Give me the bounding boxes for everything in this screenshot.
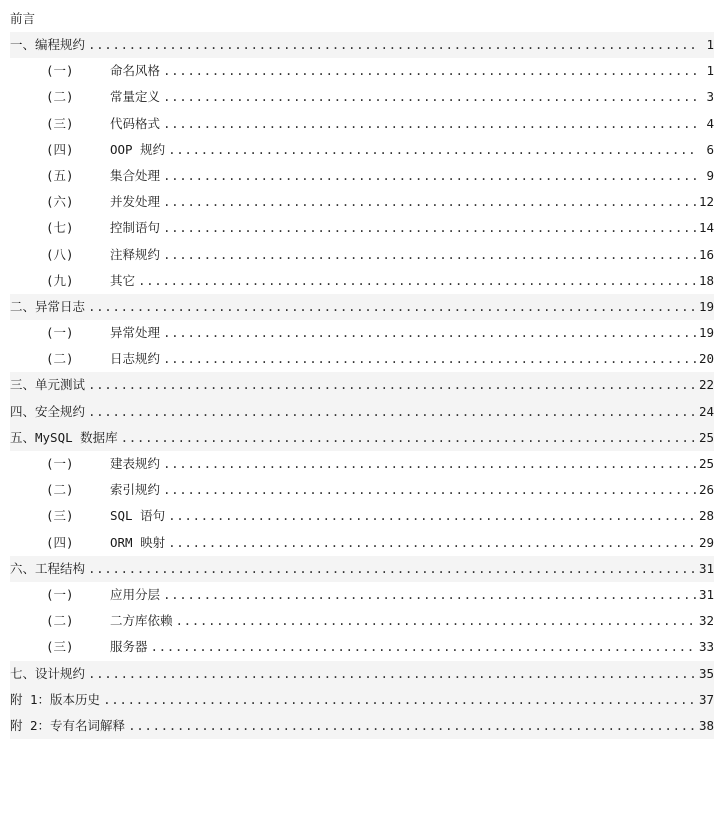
- toc-entry-title: 三、单元测试: [10, 377, 86, 393]
- toc-dot-leader: [168, 503, 696, 529]
- toc-entry-page-number: 12: [698, 194, 714, 210]
- toc-entry-page-number: 19: [698, 325, 714, 341]
- toc-entry-chapter[interactable]: [10, 294, 714, 320]
- toc-entry-page-number: 31: [698, 560, 714, 576]
- toc-entry-title: 五、MySQL 数据库: [10, 429, 118, 445]
- toc-entry-number: (一): [46, 586, 74, 602]
- toc-entry-page-number: 25: [698, 456, 714, 471]
- toc-entry-page-number: 28: [698, 508, 714, 524]
- toc-dot-leader: [163, 189, 696, 215]
- toc-entry-number: (四): [46, 534, 74, 550]
- toc-entry-section[interactable]: [10, 320, 714, 346]
- toc-entry-number: (二): [46, 351, 74, 367]
- toc-entry-title: 其它: [110, 272, 136, 288]
- toc-entry-number: (二): [46, 482, 74, 498]
- toc-dot-leader: [163, 582, 696, 608]
- toc-dot-leader: [88, 399, 696, 425]
- toc-entry-section[interactable]: [10, 503, 714, 529]
- toc-entry-page-number: 19: [698, 298, 714, 314]
- toc-entry-title: 索引规约: [110, 482, 161, 498]
- toc-entry-page-number: 35: [698, 665, 714, 681]
- toc-dot-leader: [163, 477, 696, 503]
- toc-entry-title: 建表规约: [110, 456, 161, 471]
- toc-entry-page-number: 22: [698, 377, 714, 393]
- toc-entry-page-number: 3: [706, 89, 714, 105]
- toc-entry-title: SQL 语句: [110, 508, 166, 524]
- toc-dot-leader: [163, 215, 696, 241]
- toc-dot-leader: [163, 111, 697, 137]
- toc-entry-section[interactable]: [10, 530, 714, 556]
- toc-entry-section[interactable]: [10, 215, 714, 241]
- toc-entry-page-number: 1: [706, 63, 714, 79]
- toc-entry-number: (八): [46, 246, 74, 262]
- toc-entry-title: 二、异常日志: [10, 298, 86, 314]
- toc-entry-number: (一): [46, 63, 74, 79]
- toc-dot-leader: [176, 608, 696, 634]
- toc-dot-leader: [151, 634, 696, 660]
- toc-entry-page-number: 37: [698, 691, 714, 707]
- toc-entry-title: 并发处理: [110, 194, 161, 210]
- toc-entry-title: ORM 映射: [110, 534, 166, 550]
- toc-entry-title: 日志规约: [110, 351, 161, 367]
- toc-entry-section[interactable]: [10, 58, 714, 84]
- toc-entry-page-number: 6: [706, 141, 714, 157]
- toc-entry-title: 附 2：专有名词解释: [10, 717, 126, 733]
- toc-entry-chapter[interactable]: [10, 687, 714, 713]
- toc-entry-chapter[interactable]: [10, 661, 714, 687]
- toc-dot-leader: [163, 451, 696, 477]
- toc-dot-leader: [88, 372, 696, 398]
- toc-entry-chapter[interactable]: [10, 713, 714, 739]
- toc-entry-title: 附 1：版本历史: [10, 691, 101, 707]
- toc-entry-page-number: 33: [698, 639, 714, 655]
- toc-entry-number: (三): [46, 115, 74, 131]
- toc-entry-number: (一): [46, 456, 74, 471]
- toc-dot-leader: [121, 425, 696, 451]
- toc-entry-section[interactable]: [10, 111, 714, 137]
- toc-entry-title: 六、工程结构: [10, 560, 86, 576]
- toc-dot-leader: [163, 242, 696, 268]
- toc-entry-section[interactable]: [10, 268, 714, 294]
- toc-dot-leader: [168, 137, 697, 163]
- toc-entry-number: (二): [46, 89, 74, 105]
- toc-entry-page-number: 1: [706, 37, 714, 52]
- toc-entry-chapter[interactable]: [10, 372, 714, 398]
- toc-dot-leader: [163, 346, 696, 372]
- preface-heading[interactable]: 前言: [10, 11, 36, 26]
- toc-entry-title: 命名风格: [110, 63, 161, 79]
- toc-entry-title: 一、编程规约: [10, 37, 86, 52]
- toc-dot-leader: [128, 713, 696, 739]
- toc-entry-page-number: 32: [698, 613, 714, 629]
- toc-dot-leader: [163, 320, 696, 346]
- toc-entry-page-number: 9: [706, 167, 714, 183]
- toc-entry-number: (四): [46, 141, 74, 157]
- toc-entry-page-number: 4: [706, 115, 714, 131]
- toc-dot-leader: [88, 294, 696, 320]
- toc-entry-page-number: 18: [698, 272, 714, 288]
- toc-entry-section[interactable]: [10, 582, 714, 608]
- toc-entry-title: 应用分层: [110, 586, 161, 602]
- toc-entry-title: 代码格式: [110, 115, 161, 131]
- toc-entry-title: 控制语句: [110, 220, 161, 236]
- toc-entry-section[interactable]: [10, 163, 714, 189]
- toc-entry-page-number: 20: [698, 351, 714, 367]
- toc-entry-section[interactable]: [10, 84, 714, 110]
- toc-entry-title: 四、安全规约: [10, 403, 86, 419]
- toc-entry-number: (三): [46, 639, 74, 655]
- toc-entry-number: (五): [46, 167, 74, 183]
- toc-entry-chapter[interactable]: [10, 556, 714, 582]
- toc-entry-section[interactable]: [10, 477, 714, 503]
- toc-entry-section[interactable]: [10, 346, 714, 372]
- toc-entry-page-number: 31: [698, 586, 714, 602]
- toc-entry-page-number: 16: [698, 246, 714, 262]
- toc-entry-page-number: 25: [698, 429, 714, 445]
- toc-entry-page-number: 29: [698, 534, 714, 550]
- toc-dot-leader: [163, 58, 697, 84]
- toc-entry-section[interactable]: [10, 137, 714, 163]
- toc-entry-page-number: 38: [698, 717, 714, 733]
- toc-entry-section[interactable]: [10, 608, 714, 634]
- toc-dot-leader: [163, 163, 697, 189]
- toc-entry-number: (三): [46, 508, 74, 524]
- toc-dot-leader: [163, 84, 697, 110]
- toc-entry-page-number: 26: [698, 482, 714, 498]
- toc-entry-title: 异常处理: [110, 325, 161, 341]
- toc-entry-number: (二): [46, 613, 74, 629]
- toc-dot-leader: [103, 687, 696, 713]
- toc-entry-section[interactable]: [10, 189, 714, 215]
- toc-entry-title: 服务器: [110, 639, 148, 655]
- toc-entry-page-number: 24: [698, 403, 714, 419]
- toc-dot-leader: [88, 556, 696, 582]
- toc-entry-number: (九): [46, 272, 74, 288]
- toc-entry-number: (六): [46, 194, 74, 210]
- toc-entry-chapter[interactable]: [10, 399, 714, 425]
- toc-entry-section[interactable]: [10, 451, 714, 477]
- toc-dot-leader: [88, 661, 696, 687]
- toc-entry-section[interactable]: [10, 634, 714, 660]
- toc-dot-leader: [168, 530, 696, 556]
- toc-entry-title: 集合处理: [110, 167, 161, 183]
- toc-entry-title: OOP 规约: [110, 141, 166, 157]
- toc-entry-title: 七、设计规约: [10, 665, 86, 681]
- toc-entry-title: 二方库依赖: [110, 613, 173, 629]
- toc-entry-chapter[interactable]: [10, 425, 714, 451]
- toc-entry-title: 注释规约: [110, 246, 161, 262]
- toc-dot-leader: [138, 268, 696, 294]
- toc-entry-number: (七): [46, 220, 74, 236]
- toc-dot-leader: [88, 32, 697, 58]
- table-of-contents: [10, 32, 714, 739]
- toc-entry-page-number: 14: [698, 220, 714, 236]
- toc-entry-number: (一): [46, 325, 74, 341]
- toc-entry-chapter[interactable]: [10, 32, 714, 58]
- toc-entry-section[interactable]: [10, 242, 714, 268]
- toc-entry-title: 常量定义: [110, 89, 161, 105]
